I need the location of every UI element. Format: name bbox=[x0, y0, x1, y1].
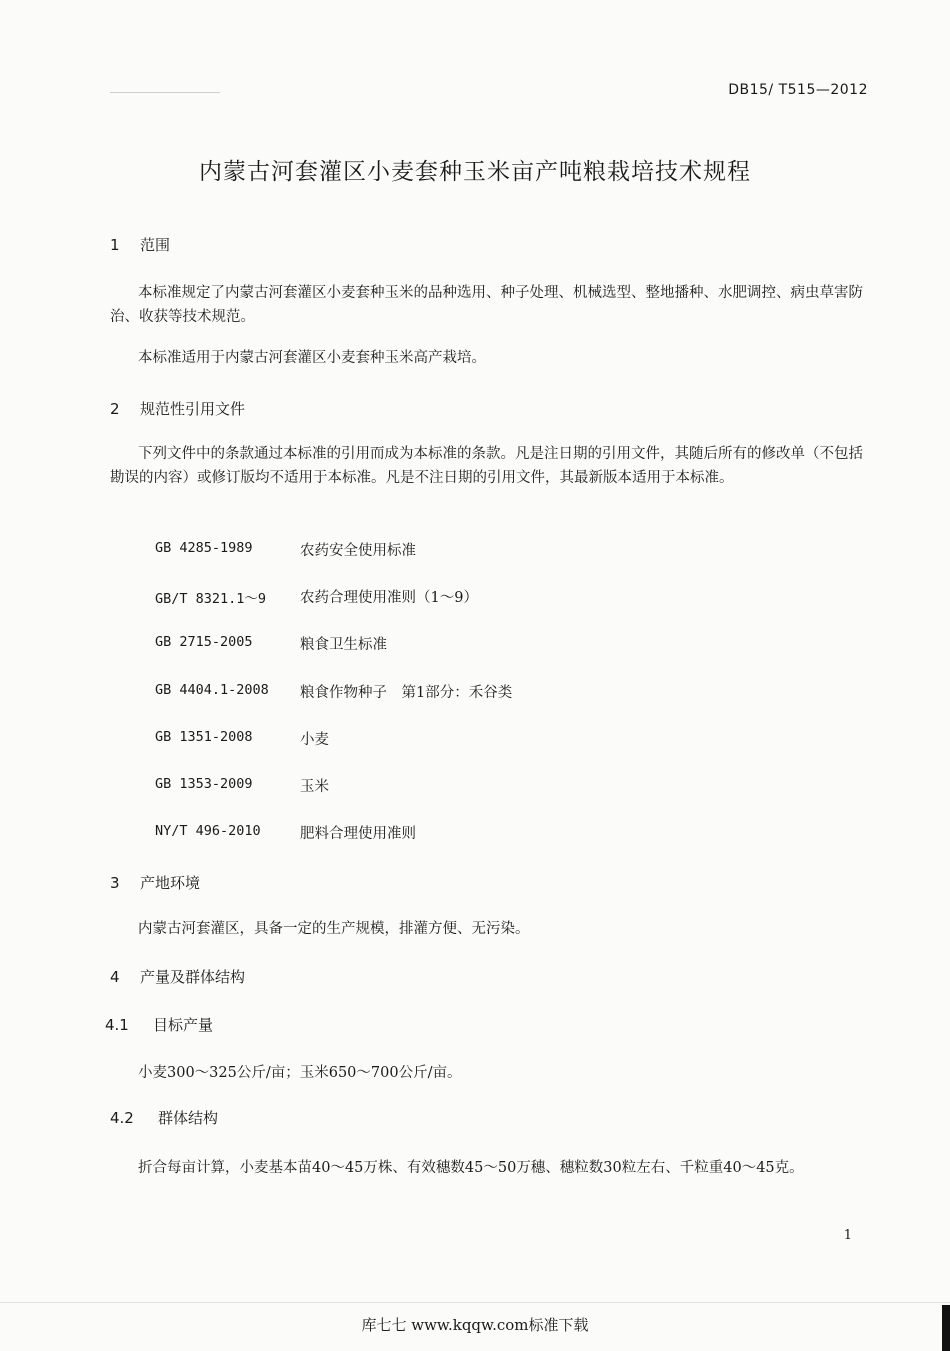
reference-code: GB 1353-2009 bbox=[155, 776, 253, 792]
reference-code: GB 4404.1-2008 bbox=[155, 682, 269, 698]
reference-code: GB 1351-2008 bbox=[155, 729, 253, 745]
section-title: 产地环境 bbox=[140, 874, 201, 892]
section-title: 目标产量 bbox=[153, 1016, 214, 1034]
section-title: 范围 bbox=[140, 236, 171, 254]
section-4-1-heading bbox=[105, 1014, 213, 1035]
section-title: 规范性引用文件 bbox=[140, 400, 246, 418]
document-title: 内蒙古河套灌区小麦套种玉米亩产吨粮栽培技术规程 bbox=[199, 159, 751, 185]
reference-name: 粮食卫生标准 bbox=[300, 637, 387, 653]
standard-code: DB15/ T515—2012 bbox=[728, 82, 868, 98]
section-number: 3 bbox=[110, 874, 120, 892]
section-4-2-heading bbox=[110, 1107, 218, 1128]
reference-name: 粮食作物种子 第1部分：禾谷类 bbox=[300, 685, 513, 701]
section-1-paragraph-1: 本标准规定了内蒙古河套灌区小麦套种玉米的品种选用、种子处理、机械选型、整地播种、水肥调控、病虫草害防治、收获等技术规范。 bbox=[110, 285, 863, 325]
reference-code: GB/T 8321.1～9 bbox=[155, 591, 267, 607]
reference-name: 小麦 bbox=[300, 732, 329, 748]
section-number: 4.2 bbox=[110, 1109, 134, 1127]
scan-noise bbox=[110, 92, 220, 93]
reference-name: 肥料合理使用准则 bbox=[300, 826, 416, 842]
reference-code: GB 2715-2005 bbox=[155, 634, 253, 650]
scan-noise bbox=[0, 1302, 950, 1303]
section-3-heading bbox=[110, 872, 200, 893]
section-3-paragraph-1: 内蒙古河套灌区，具备一定的生产规模，排灌方便、无污染。 bbox=[138, 921, 530, 937]
section-1-heading bbox=[110, 234, 170, 255]
reference-code: GB 4285-1989 bbox=[155, 540, 253, 556]
section-title: 产量及群体结构 bbox=[140, 968, 246, 986]
section-number: 1 bbox=[110, 236, 120, 254]
section-title: 群体结构 bbox=[158, 1109, 219, 1127]
section-1-paragraph-2: 本标准适用于内蒙古河套灌区小麦套种玉米高产栽培。 bbox=[138, 350, 486, 366]
reference-code: NY/T 496-2010 bbox=[155, 823, 261, 839]
scan-edge-mark bbox=[942, 1305, 950, 1351]
reference-name: 玉米 bbox=[300, 779, 329, 795]
section-2-paragraph-1: 下列文件中的条款通过本标准的引用而成为本标准的条款。凡是注日期的引用文件，其随后所有的修改单（不包括勘误的内容）或修订版均不适用于本标准。凡是不注日期的引用文件，其最新版本适用于本标准。 bbox=[110, 446, 863, 486]
footer-watermark: 库七七 www.kqqw.com标准下载 bbox=[361, 1316, 589, 1334]
reference-name: 农药合理使用准则（1～9） bbox=[300, 590, 478, 606]
reference-name: 农药安全使用标准 bbox=[300, 543, 416, 559]
section-number: 4 bbox=[110, 968, 120, 986]
section-4-heading bbox=[110, 966, 245, 987]
section-2-heading bbox=[110, 398, 245, 419]
section-number: 2 bbox=[110, 400, 120, 418]
section-number: 4.1 bbox=[105, 1016, 129, 1034]
section-4-1-paragraph-1: 小麦300～325公斤/亩；玉米650～700公斤/亩。 bbox=[138, 1065, 462, 1081]
page-number: 1 bbox=[843, 1228, 852, 1243]
section-4-2-paragraph-1: 折合每亩计算，小麦基本苗40～45万株、有效穗数45～50万穗、穗粒数30粒左右、千粒重40～45克。 bbox=[138, 1160, 804, 1176]
